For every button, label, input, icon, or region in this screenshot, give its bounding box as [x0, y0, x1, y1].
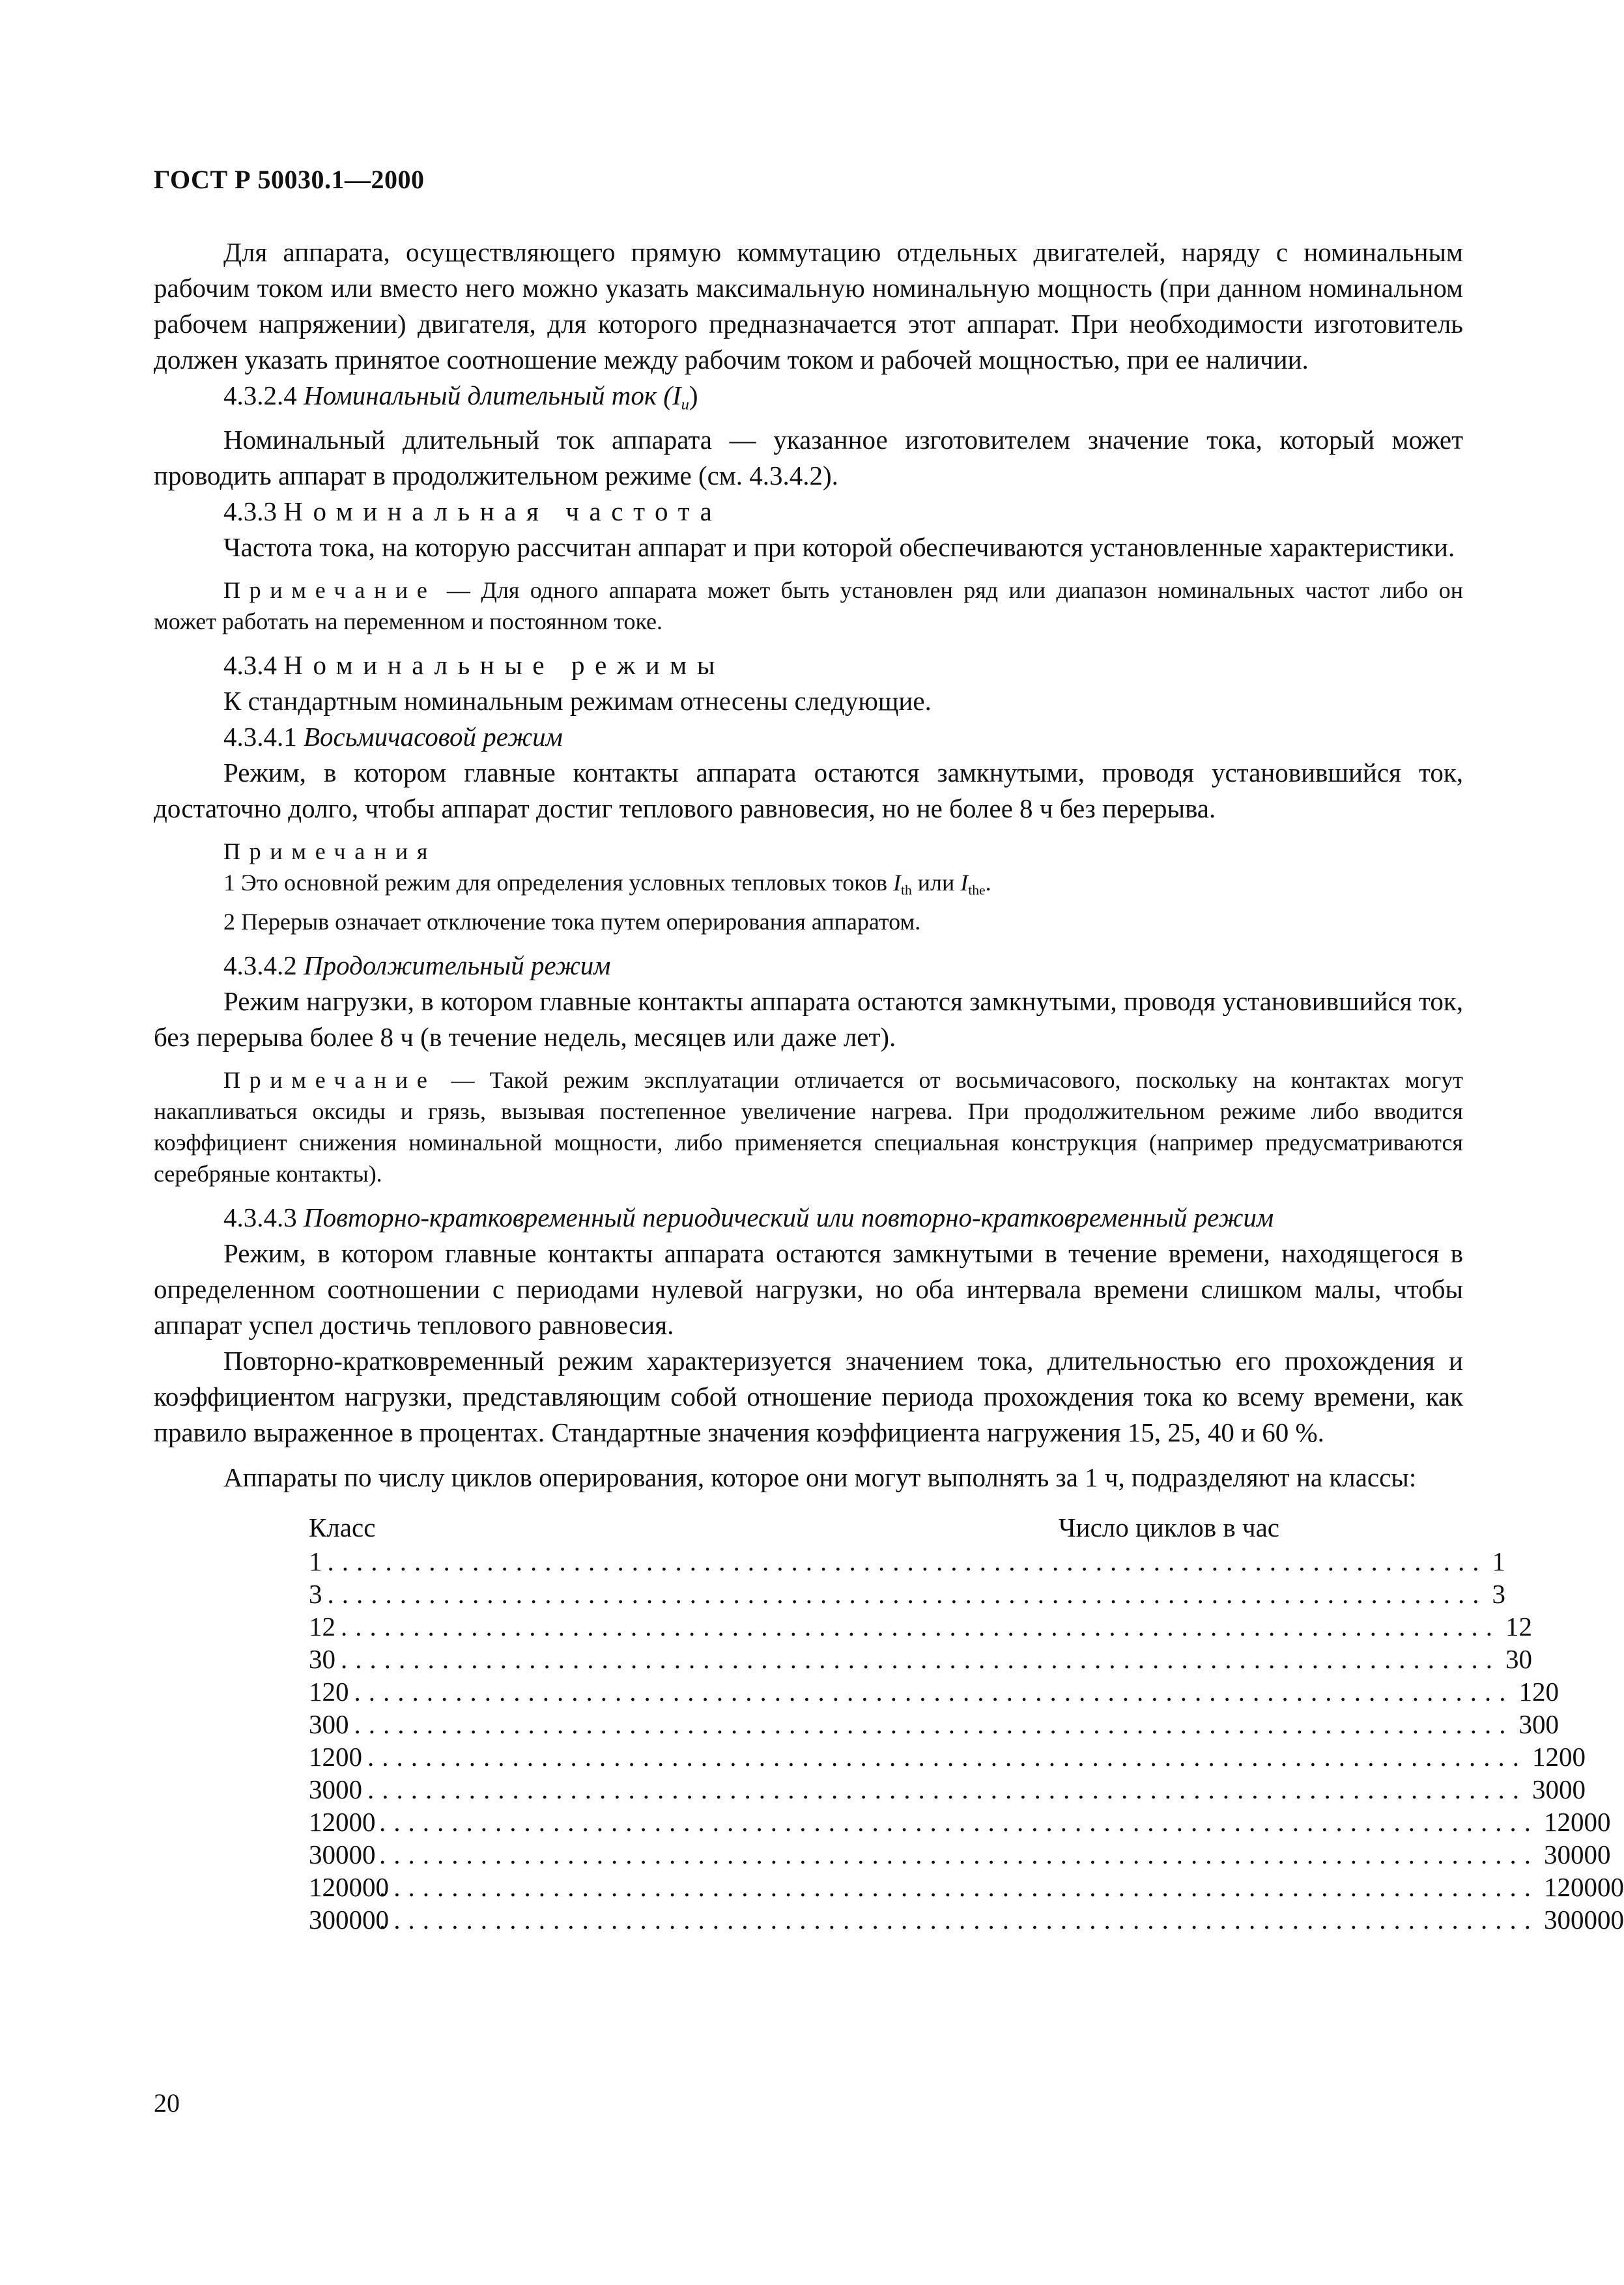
table-row: [309, 1610, 1532, 1643]
document-body: [154, 234, 1624, 1936]
section-title-close: ): [689, 380, 698, 410]
section-number: 4.3.2.4: [223, 380, 297, 410]
section-number: 4.3.4.2: [223, 950, 297, 980]
current-subscript: the: [968, 882, 986, 898]
paragraph-intermittent-characteristics: Повторно-кратковременный режим характеризуется значением тока, длительностью его прохождения и коэффициентом нагрузки, представляющим собой отношение периода прохождения тока ко всему времени, как правило выраженное в процентах. Стандартные значения коэффициента нагружения 15, 25, 40 и 60 %.: [154, 1345, 1463, 1447]
table-row: [309, 1806, 1611, 1838]
table-body: [309, 1545, 1624, 1936]
cycles-cell: 120000: [1544, 1871, 1624, 1902]
section-title: Номинальные режимы: [283, 650, 725, 681]
paragraph-eight-hour-duty: Режим, в котором главные контакты аппарата остаются замкнутыми, проводя установившийся ток, достаточно долго, чтобы аппарат достиг теплового равновесия, но не более 8 ч без перерыва.: [154, 758, 1463, 824]
table-row: [309, 1871, 1624, 1903]
heading-4-3-3: [154, 494, 1463, 530]
cycles-cell: 30: [1505, 1643, 1532, 1674]
cycles-cell: 12000: [1544, 1806, 1611, 1837]
table-row: [309, 1675, 1559, 1708]
table-row: [309, 1838, 1611, 1871]
cycles-cell: 1200: [1532, 1741, 1586, 1772]
section-title: Повторно-кратковременный периодический или повторно-кратковременный режим: [304, 1202, 1274, 1232]
cycles-cell: 12: [1505, 1611, 1532, 1641]
dot-leader: ................................................................................: [327, 1578, 1487, 1609]
class-cell: 12: [309, 1611, 335, 1641]
note-text: — Такой режим эксплуатации отличается от восьмичасового, поскольку на контактах могут накапливаться оксиды и грязь, вызывая постепенное увеличение нагрева. При продолжительном режиме либо вводится коэффициент снижения номинальной мощности, либо применяется специальная конструкция (например предусматриваются серебряные контакты).: [154, 1066, 1463, 1187]
column-header-class: Класс: [309, 1512, 376, 1542]
heading-4-3-2-4: [154, 378, 1463, 422]
current-subscript: u: [681, 395, 689, 414]
classes-table: [309, 1510, 1624, 1936]
dot-leader: ................................................................................: [379, 1839, 1539, 1869]
dot-leader: ................................................................................: [379, 1904, 1539, 1935]
section-number: 4.3.3: [223, 496, 277, 527]
dot-leader: ................................................................................: [341, 1643, 1500, 1674]
table-row: [309, 1643, 1532, 1675]
heading-4-3-4-2: [154, 948, 1463, 984]
document-header: ГОСТ Р 50030.1—2000: [154, 165, 425, 194]
note-item-1: [223, 867, 1463, 905]
table-row: [309, 1740, 1586, 1773]
section-number: 4.3.4.1: [223, 722, 297, 752]
heading-4-3-4-3: [154, 1200, 1463, 1236]
class-cell: 3000: [309, 1774, 362, 1804]
notes-label: Примечания: [223, 838, 437, 865]
dot-leader: ................................................................................: [379, 1871, 1539, 1902]
column-header-cycles: Число циклов в час: [1059, 1512, 1279, 1542]
table-row: [309, 1773, 1586, 1806]
class-cell: 1: [309, 1546, 322, 1576]
table-row: [309, 1578, 1505, 1610]
note-frequency: [154, 575, 1463, 637]
section-title: Номинальный длительный ток (: [304, 380, 672, 410]
section-title: Восьмичасовой режим: [304, 722, 563, 752]
note-uninterrupted: [154, 1064, 1463, 1189]
section-number: 4.3.4.3: [223, 1202, 297, 1232]
note-text: — Для одного аппарата может быть установлен ряд или диапазон номинальных частот либо он может работать на переменном и постоянном токе.: [154, 577, 1463, 635]
cycles-cell: 300: [1518, 1709, 1559, 1739]
cycles-cell: 30000: [1544, 1839, 1611, 1869]
table-row: [309, 1708, 1559, 1740]
current-subscript: th: [900, 882, 912, 898]
paragraph-motor-switching: Для аппарата, осуществляющего прямую коммутацию отдельных двигателей, наряду с номинальным рабочим током или вместо него можно указать максимальную номинальную мощность (при данном номинальном рабочем напряжении) двигателя, для которого предназначается этот аппарат. При необходимости изготовитель должен указать принятое соотношение между рабочим током и рабочей мощностью, при ее наличии.: [154, 237, 1463, 375]
class-cell: 30000: [309, 1839, 376, 1869]
dot-leader: ................................................................................: [367, 1741, 1527, 1772]
class-cell: 30: [309, 1643, 335, 1674]
table-row: [309, 1545, 1505, 1578]
class-cell: 12000: [309, 1806, 376, 1837]
dot-leader: ................................................................................: [354, 1709, 1514, 1739]
notes-eight-hour: [223, 836, 1463, 937]
paragraph-intermittent-duty: Режим, в котором главные контакты аппарата остаются замкнутыми в течение времени, находящегося в определенном соотношении с периодами нулевой нагрузки, но оба интервала времени слишком малы, чтобы аппарат успел достичь теплового равновесия.: [154, 1238, 1463, 1340]
table-row: [309, 1903, 1624, 1936]
dot-leader: ................................................................................: [341, 1611, 1500, 1641]
section-title: Номинальная частота: [283, 496, 722, 527]
note-label: Примечание: [223, 1066, 436, 1093]
section-title: Продолжительный режим: [304, 950, 611, 980]
paragraph-rated-frequency: Частота тока, на которую рассчитан аппарат и при которой обеспечиваются установленные характеристики.: [223, 532, 1455, 563]
table-header: [309, 1510, 1279, 1545]
current-symbol: I: [892, 870, 901, 896]
dot-leader: ................................................................................: [327, 1546, 1487, 1576]
cycles-cell: 3000: [1532, 1774, 1586, 1804]
cycles-cell: 120: [1518, 1676, 1559, 1707]
note-text: 1 Это основной режим для определения условных тепловых токов: [223, 870, 893, 896]
dot-leader: ................................................................................: [367, 1774, 1527, 1804]
paragraph-standard-modes: К стандартным номинальным режимам отнесены следующие.: [223, 686, 932, 717]
class-cell: 300: [309, 1709, 349, 1739]
heading-4-3-4-1: [154, 719, 1463, 755]
class-cell: 300000: [309, 1904, 389, 1935]
cycles-cell: 3: [1492, 1578, 1505, 1609]
paragraph-uninterrupted-duty: Режим нагрузки, в котором главные контакты аппарата остаются замкнутыми, проводя установившийся ток, без перерыва более 8 ч (в течение недель, месяцев или даже лет).: [154, 986, 1463, 1052]
heading-4-3-4: [154, 647, 1463, 683]
cycles-cell: 300000: [1544, 1904, 1624, 1935]
page-number: 20: [154, 2088, 180, 2118]
dot-leader: ................................................................................: [379, 1806, 1539, 1837]
current-symbol: I: [960, 870, 969, 896]
note-text: .: [985, 870, 991, 896]
note-label: Примечание: [223, 577, 436, 604]
section-number: 4.3.4: [223, 650, 277, 681]
dot-leader: ................................................................................: [354, 1676, 1514, 1707]
class-cell: 3: [309, 1578, 322, 1609]
class-cell: 1200: [309, 1741, 362, 1772]
paragraph-classes-intro: Аппараты по числу циклов оперирования, которое они могут выполнять за 1 ч, подразделяют на классы:: [223, 1462, 1417, 1492]
class-cell: 120: [309, 1676, 349, 1707]
note-item-2: 2 Перерыв означает отключение тока путем оперирования аппаратом.: [223, 908, 921, 935]
class-cell: 120000: [309, 1871, 389, 1902]
cycles-cell: 1: [1492, 1546, 1505, 1576]
note-text: или: [911, 870, 961, 896]
current-symbol: I: [672, 380, 681, 410]
paragraph-rated-current: Номинальный длительный ток аппарата — указанное изготовителем значение тока, который может проводить аппарат в продолжительном режиме (см. 4.3.4.2).: [154, 425, 1463, 491]
